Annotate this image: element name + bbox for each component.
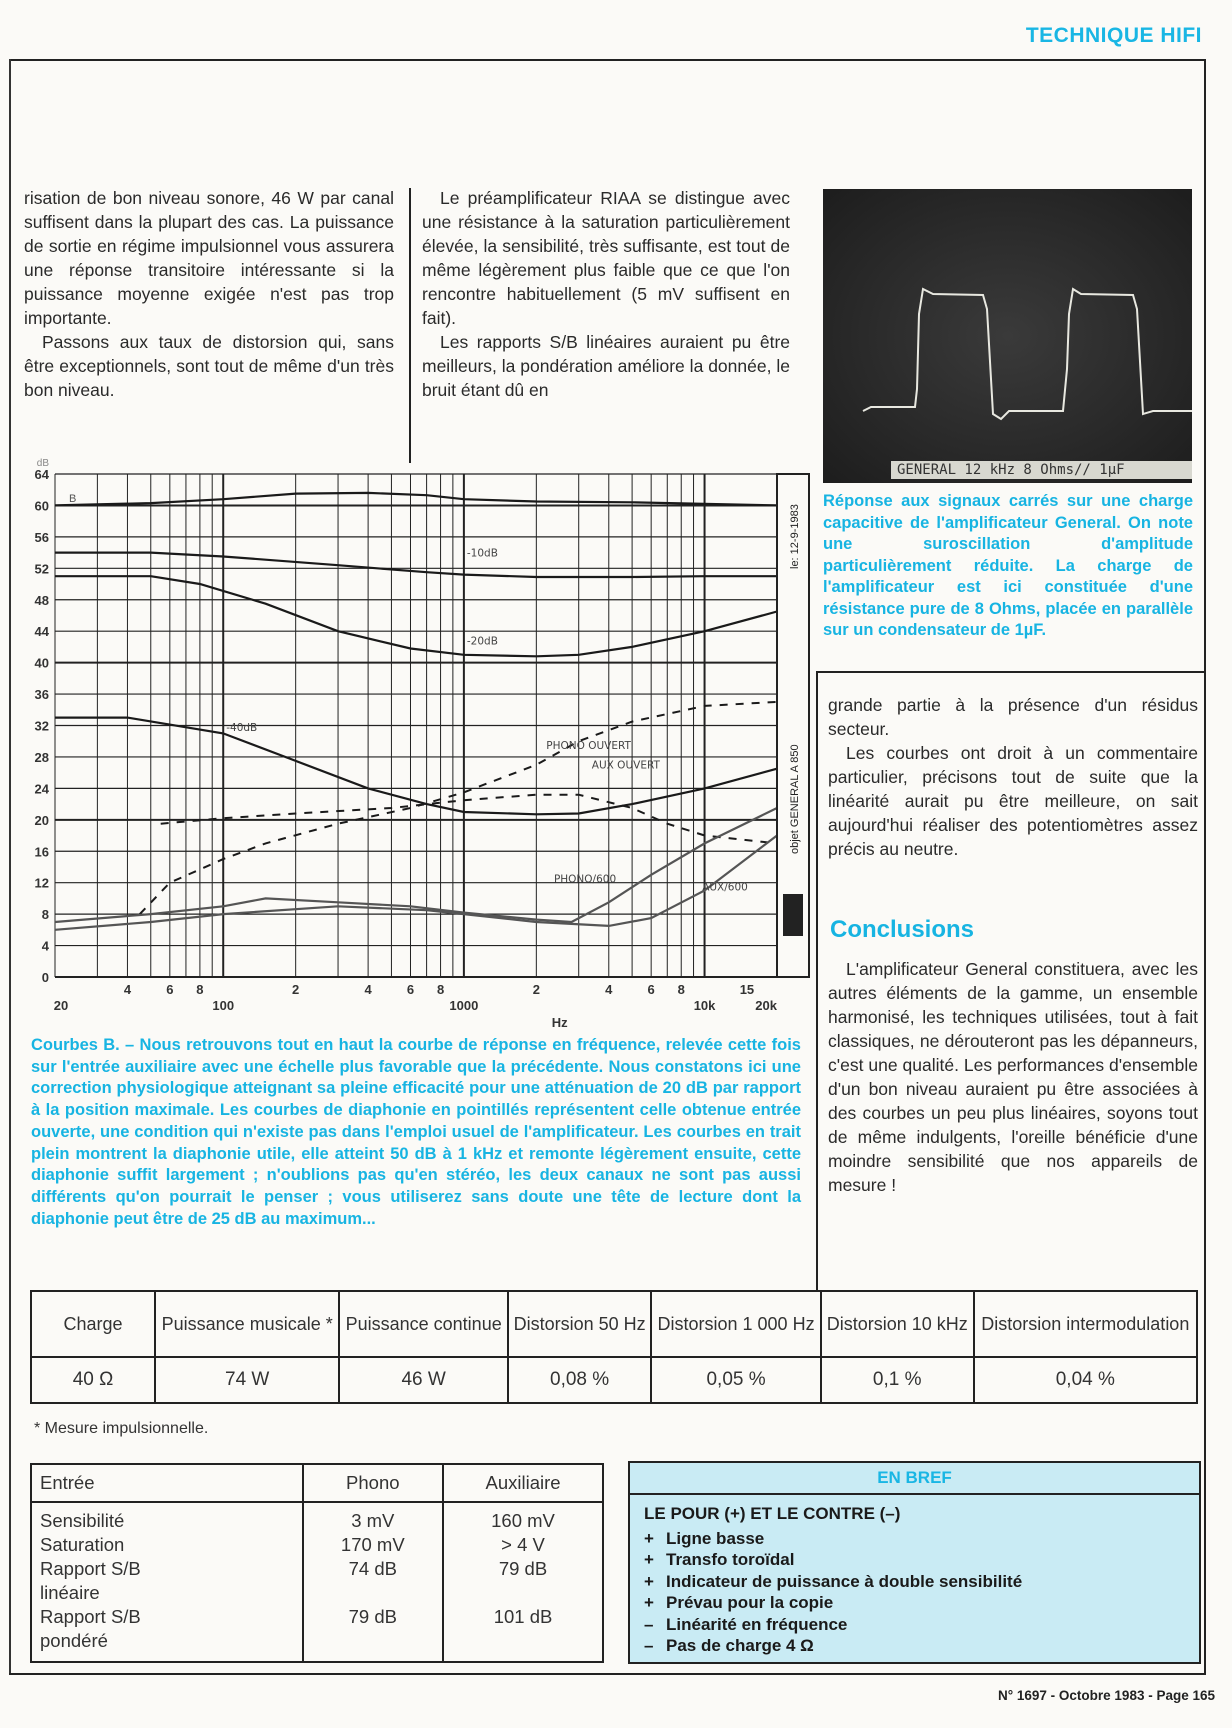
row-label: Rapport S/B linéaire	[40, 1558, 141, 1603]
article-column-2	[422, 186, 790, 402]
header-cell: Distorsion 10 kHz	[821, 1291, 974, 1357]
x-tick-label: 2	[292, 982, 300, 997]
chart-title: B	[69, 493, 77, 505]
article-column-3	[828, 693, 1198, 861]
item-text: Linéarité en fréquence	[666, 1614, 848, 1634]
value-cell: 0,05 %	[651, 1357, 821, 1403]
series-label: AUX/600	[702, 881, 748, 894]
object-label: objet GENERAL A 850	[789, 744, 801, 854]
row-label: Sensibilité	[40, 1510, 125, 1531]
sign: –	[644, 1614, 654, 1634]
publisher-logo	[783, 894, 803, 936]
header-cell: Distorsion 1 000 Hz	[651, 1291, 821, 1357]
value-cell: 170 mV	[340, 1534, 405, 1555]
x-tick-label: 1000	[449, 998, 479, 1013]
x-tick-label: 4	[364, 982, 372, 997]
item-text: Prévau pour la copie	[666, 1593, 834, 1612]
x-tick-label: 10k	[693, 998, 716, 1013]
item-text: Pas de charge 4 Ω	[666, 1636, 814, 1655]
chart-caption: Courbes B. – Nous retrouvons tout en haut la courbe de réponse en fréquence, relevée cette fois sur l'entrée auxiliaire avec une échelle plus favorable que la précédente. Nous constatons ici une correction physiologique atteignant sa pleine efficacité pour une atténuation de 20 dB par rapport à la position maximale. Les courbes de diaphonie en pointillés représentent celle obtenue entrée ouverte, une condition qui n'existe pas dans l'emploi usuel de l'amplificateur. Les courbes en trait plein montrent la diaphonie utile, elle atteint 50 dB à 1 kHz et remonte légèrement ensuite, cette diaphonie suffit largement ; n'oublions pas qu'en stéréo, les deux canaux ne sont pas aussi différents qu'on pourrait le penser ; vous utiliserez sans doute une tête de lecture dont la diaphonie peut être de 25 dB au maximum...	[31, 1036, 801, 1228]
paragraph: Les courbes ont droit à un commentaire particulier, précisons tout de suite que la linéarité aurait pu être meilleure, on sait aujourd'hui réaliser des potentiomètres assez précis au neutre.	[828, 743, 1198, 859]
x-tick-label: 6	[647, 982, 655, 997]
table-body	[31, 1502, 603, 1662]
y-tick-label: 24	[34, 781, 49, 797]
y-tick-label: 48	[34, 592, 49, 608]
value-cell: 3 mV	[351, 1510, 395, 1531]
series-line	[55, 493, 777, 506]
list-item	[644, 1592, 1185, 1614]
list-item	[644, 1614, 1185, 1636]
y-tick-label: 4	[41, 938, 49, 954]
crosstalk-response-chart	[20, 452, 812, 1032]
x-tick-label: 15	[739, 982, 755, 997]
list-item	[644, 1549, 1185, 1571]
x-tick-label: 2	[532, 982, 540, 997]
sign: +	[644, 1528, 654, 1548]
series-label: PHONO OUVERT	[546, 740, 631, 753]
header-cell: Auxiliaire	[443, 1464, 603, 1502]
phono-values	[303, 1502, 444, 1662]
y-axis-label: dB	[36, 458, 49, 469]
header-cell: Distorsion intermodulation	[974, 1291, 1197, 1357]
input-table	[30, 1463, 604, 1663]
x-tick-label: 4	[605, 982, 613, 997]
value-cell: 79 dB	[498, 1558, 548, 1579]
table-header-row	[31, 1464, 603, 1502]
y-tick-label: 0	[41, 970, 49, 985]
y-tick-label: 32	[34, 718, 49, 734]
table-footnote: * Mesure impulsionnelle.	[34, 1420, 209, 1437]
paragraph: Le préamplificateur RIAA se distingue avec une résistance à la saturation particulièrement élevée, la sensibilité, très suffisante, est tout de même légèrement plus faible que ce que l'on rencontre habituellement (5 mV suffisent en fait).	[422, 188, 790, 328]
series-label: -40dB	[226, 721, 258, 734]
series-line	[55, 718, 777, 815]
value-cell: 74 W	[155, 1357, 339, 1403]
x-tick-label: 4	[123, 982, 132, 997]
sign: +	[644, 1550, 654, 1569]
y-tick-label: 28	[34, 749, 49, 765]
column-divider	[816, 671, 818, 1291]
section-header: TECHNIQUE HIFI	[1025, 24, 1202, 47]
x-tick-label: 8	[196, 982, 204, 997]
table-header-row	[31, 1291, 1197, 1357]
paragraph: L'amplificateur General constituera, avec les autres éléments de la gamme, un ensemble harmonisé, les techniques utilisées, tout à fait classiques, ne dérouteront pas les dépanneurs, c'est une qualité. Les performances d'ensemble d'un bon niveau auraient pu être associées à des courbes un peu plus linéaires, soyons tout de même indulgents, l'oreille bénéficie d'une moindre sensibilité que nos appareils de mesure !	[828, 959, 1198, 1195]
value-cell: 160 mV	[491, 1510, 555, 1531]
y-tick-label: 36	[34, 687, 49, 703]
y-tick-label: 8	[41, 907, 49, 923]
header-cell: Puissance continue	[339, 1291, 508, 1357]
x-tick-label: 20k	[755, 998, 777, 1013]
en-bref-title: EN BREF	[630, 1463, 1199, 1495]
header-cell: Puissance musicale *	[155, 1291, 339, 1357]
conclusions-heading: Conclusions	[830, 916, 975, 943]
y-tick-label: 64	[34, 467, 49, 482]
x-tick-label: 100	[212, 998, 235, 1013]
paragraph: risation de bon niveau sonore, 46 W par canal suffisent dans la plupart des cas. La puissance de sortie en régime impulsionnel vous assurera une réponse transitoire intéressante si la puissance moyenne exigée n'est pas trop importante.	[24, 188, 394, 328]
conclusions-text	[828, 957, 1198, 1197]
header-cell: Distorsion 50 Hz	[508, 1291, 651, 1357]
list-item	[644, 1528, 1185, 1550]
x-tick-label: 6	[406, 982, 415, 997]
aux-values	[443, 1502, 603, 1662]
paragraph: Les rapports S/B linéaires auraient pu être meilleurs, la pondération améliore la donnée, le bruit étant dû en	[422, 332, 790, 400]
x-tick-label: 6	[166, 982, 174, 997]
sign: +	[644, 1593, 654, 1612]
paragraph: grande partie à la présence d'un résidus secteur.	[828, 695, 1198, 739]
series-label: AUX OUVERT	[591, 759, 660, 772]
frame-rule-right	[1204, 59, 1206, 1674]
y-tick-label: 20	[34, 812, 49, 828]
list-item	[644, 1635, 1185, 1657]
value-cell: 0,1 %	[821, 1357, 974, 1403]
y-tick-label: 56	[34, 529, 49, 545]
value-cell: 0,04 %	[974, 1357, 1197, 1403]
value-cell: 79 dB	[348, 1606, 397, 1627]
x-tick-label: 20	[53, 998, 69, 1013]
pros-cons-list	[644, 1528, 1185, 1657]
series-label: -20dB	[466, 635, 498, 648]
header-cell: Phono	[303, 1464, 444, 1502]
frame-rule-left	[9, 59, 11, 1674]
article-column-1	[24, 186, 394, 402]
oscilloscope-photo	[823, 189, 1192, 483]
date-label: le: 12-9-1983	[789, 504, 801, 569]
value-cell: > 4 V	[501, 1534, 545, 1555]
item-text: Transfo toroïdal	[666, 1550, 795, 1569]
y-tick-label: 40	[34, 655, 49, 671]
column-divider	[409, 188, 411, 463]
y-tick-label: 60	[34, 498, 49, 514]
row-label: Rapport S/B pondéré	[40, 1606, 141, 1651]
caption-divider	[816, 671, 1205, 673]
frame-rule-top	[9, 59, 1205, 61]
item-text: Indicateur de puissance à double sensibilité	[666, 1571, 1023, 1591]
x-tick-label: 8	[677, 982, 685, 997]
row-label: Saturation	[40, 1534, 125, 1555]
x-tick-label: 8	[436, 982, 445, 997]
square-wave-trace	[823, 189, 1192, 483]
header-cell: Entrée	[31, 1464, 303, 1502]
table-row	[31, 1357, 1197, 1403]
power-distortion-table	[30, 1290, 1198, 1404]
paragraph: Passons aux taux de distorsion qui, sans être exceptionnels, sont tout de même d'un très bon niveau.	[24, 332, 394, 400]
item-text: Ligne basse	[666, 1528, 765, 1548]
row-labels	[31, 1502, 303, 1662]
y-tick-label: 12	[34, 875, 49, 891]
value-cell: 0,08 %	[508, 1357, 651, 1403]
y-tick-label: 52	[34, 561, 49, 577]
photo-label: GENERAL 12 kHz 8 Ohms// 1µF	[891, 461, 1192, 479]
series-label: PHONO/600	[553, 873, 617, 886]
list-item	[644, 1571, 1185, 1593]
en-bref-box	[628, 1461, 1201, 1664]
x-axis-label: Hz	[551, 1015, 568, 1030]
value-cell: 101 dB	[493, 1606, 553, 1627]
y-tick-label: 16	[34, 844, 49, 860]
header-cell: Charge	[31, 1291, 155, 1357]
sign: –	[644, 1636, 654, 1655]
value-cell: 40 Ω	[31, 1357, 155, 1403]
series-line	[55, 553, 777, 577]
pros-cons-heading: LE POUR (+) ET LE CONTRE (–)	[644, 1504, 901, 1523]
frame-rule-bottom	[9, 1673, 1206, 1675]
page-footer: N° 1697 - Octobre 1983 - Page 165	[997, 1688, 1215, 1703]
series-line	[55, 576, 777, 656]
sign: +	[644, 1571, 654, 1591]
value-cell: 74 dB	[348, 1558, 397, 1579]
photo-caption: Réponse aux signaux carrés sur une charge capacitive de l'amplificateur General. On note une suroscillation d'amplitude particulièrement réduite. La charge de l'amplificateur est ici constituée d'une résistance pure de 8 Ohms, placée en parallèle sur un condensateur de 1µF.	[823, 492, 1193, 639]
value-cell: 46 W	[339, 1357, 508, 1403]
series-label: -10dB	[466, 547, 498, 560]
y-tick-label: 44	[34, 624, 49, 640]
